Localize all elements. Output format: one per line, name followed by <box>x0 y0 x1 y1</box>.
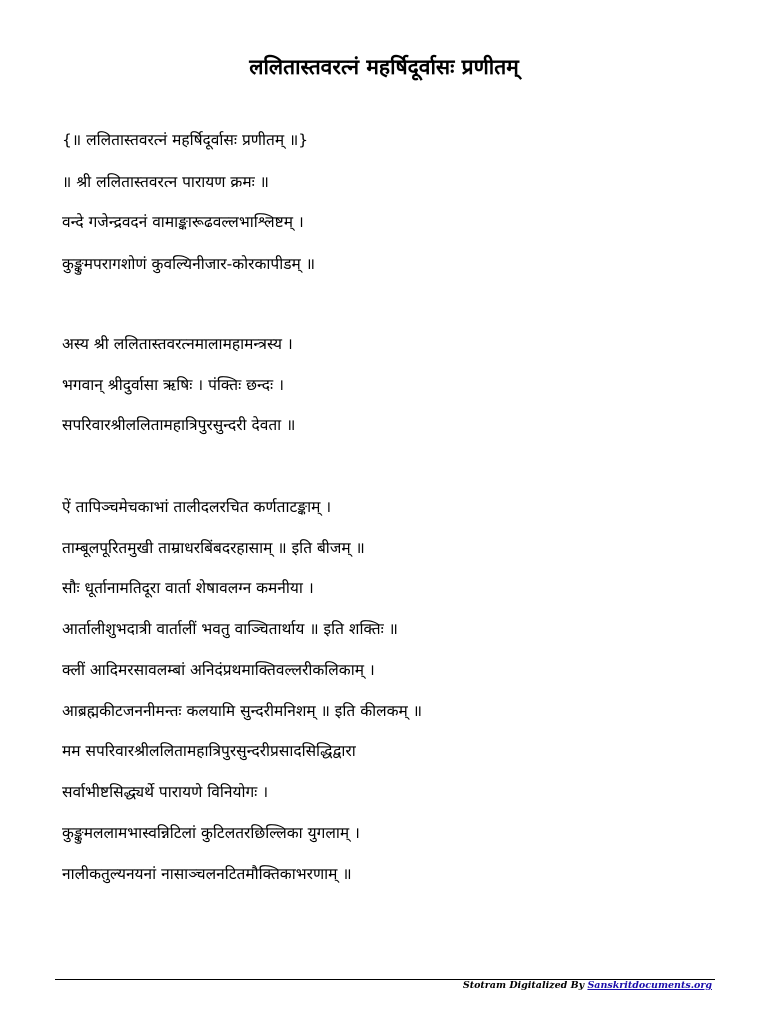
verse-line: कुङ्कुमपरागशोणं कुवल्यिनीजार-कोरकापीडम् ॥ <box>62 255 316 273</box>
verse-line: आब्रह्मकीटजननीमन्तः कलयामि सुन्दरीमनिशम् ॥ इति कीलकम् ॥ <box>62 702 423 720</box>
verse-line: अस्य श्री ललितास्तवरत्नमालामहामन्त्रस्य । <box>62 335 293 353</box>
verse-line: सर्वाभीष्टसिद्ध्यर्थे पारायणे विनियोगः । <box>62 783 269 801</box>
verse-line: ताम्बूलपूरितमुखी ताम्राधरबिंबदरहासाम् ॥ इति बीजम् ॥ <box>62 539 365 557</box>
footer-credit <box>463 980 712 991</box>
verse-line: ॥ श्री ललितास्तवरत्न पारायण क्रमः ॥ <box>62 173 269 191</box>
verse-line: सपरिवारश्रीललितामहात्रिपुरसुन्दरी देवता ॥ <box>62 416 296 434</box>
verse-line: नालीकतुल्यनयनां नासाञ्चलनटितमौक्तिकाभरणाम् ॥ <box>62 865 352 883</box>
verse-line: क्लीं आदिमरसावलम्बां अनिदंप्रथमाक्तिवल्लरीकलिकाम् । <box>62 661 375 679</box>
sanskritdocuments-link[interactable]: Sanskritdocuments.org <box>587 980 712 991</box>
verse-line: भगवान् श्रीदुर्वासा ऋषिः । पंक्तिः छन्दः । <box>62 376 284 394</box>
verse-line: आर्तालीशुभदात्री वार्तालीं भवतु वाञ्चितार्थाय ॥ इति शक्तिः ॥ <box>62 620 398 638</box>
verse-line: {॥ ललितास्तवरत्नं महर्षिदूर्वासः प्रणीतम् ॥} <box>62 131 309 149</box>
page-title: ललितास्तवरत्नं महर्षिदूर्वासः प्रणीतम् <box>249 55 519 79</box>
verse-line: सौः धूर्तानामतिदूरा वार्ता शेषावलग्न कमनीया । <box>62 579 314 597</box>
verse-line: ऐं तापिञ्चमेचकाभां तालीदलरचित कर्णताटङ्काम् । <box>62 498 332 516</box>
verse-line: मम सपरिवारश्रीललितामहात्रिपुरसुन्दरीप्रसादसिद्धिद्वारा <box>62 742 356 760</box>
verse-line: कुङ्कुमललामभास्वन्निटिलां कुटिलतरछिल्लिका युगलाम् । <box>62 824 360 842</box>
verse-line: वन्दे गजेन्द्रवदनं वामाङ्कारूढवल्लभाश्लिष्टम् । <box>62 213 304 231</box>
footer-credit-text: Stotram Digitalized By <box>462 980 585 991</box>
